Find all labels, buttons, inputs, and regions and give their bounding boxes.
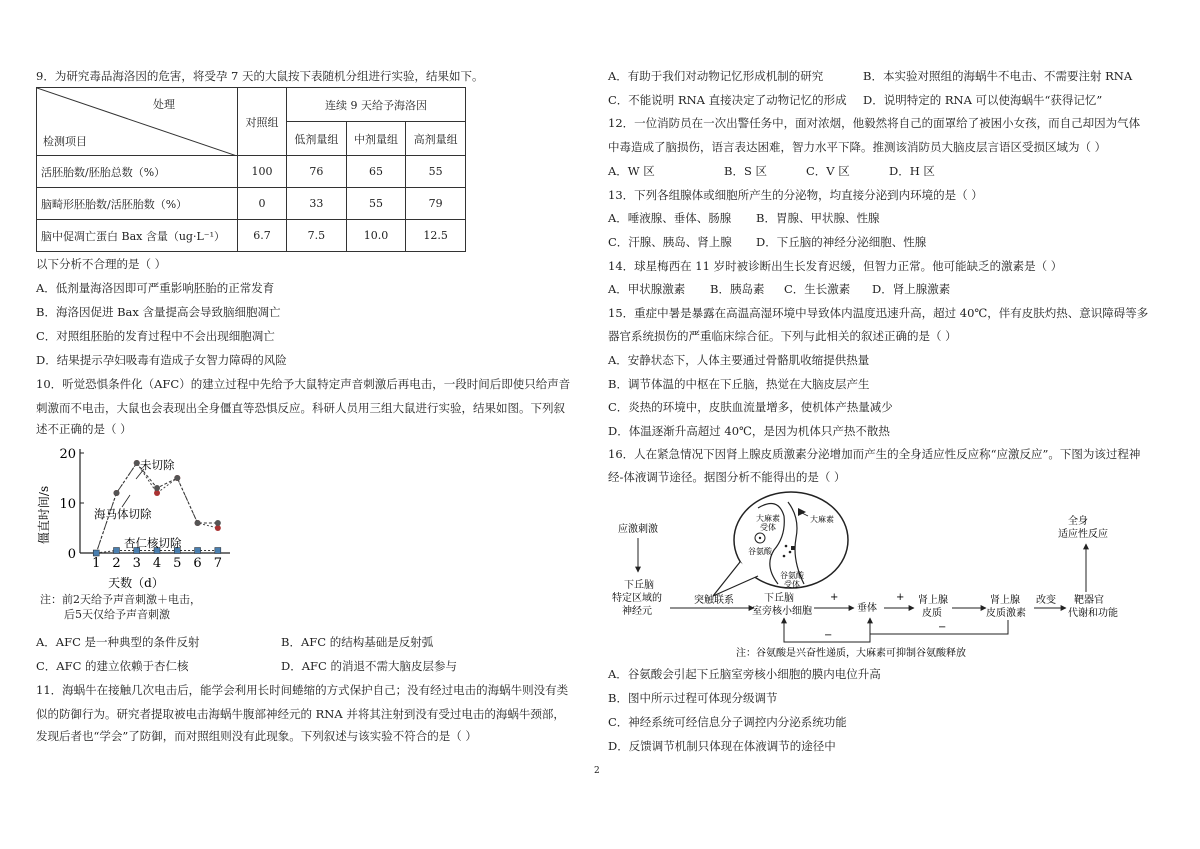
label-glutamate-receptor-2: 受体 [784,580,800,589]
q11-line-2: 似的防御行为。研究者提取被电击海蜗牛腹部神经元的 RNA 并将其注射到没有受过电击的海蜗牛颈部， [36,707,565,721]
q16-option-d: D．反馈调节机制只体现在体液调节的途径中 [608,739,836,753]
page-number: 2 [594,766,600,776]
label-cannabinoid-receptor-2: 受体 [760,523,776,532]
cell: 100 [238,156,287,188]
q9-table [36,87,466,252]
row-label: 活胚胎数/胚胎总数（%） [37,156,238,188]
cell: 0 [238,188,287,220]
q15-option-b: B．调节体温的中枢在下丘脑，热觉在大脑皮层产生 [608,377,870,391]
cell: 10.0 [346,220,406,252]
q10-option-d: D．AFC 的消退不需大脑皮层参与 [281,659,457,673]
series-label-amygdala: 杏仁核切除 [124,536,182,550]
q10-option-c: C．AFC 的建立依赖于杏仁核 [36,659,189,673]
data-point [174,475,180,481]
y-tick-label: 10 [59,497,76,512]
row-label: 脑中促凋亡蛋白 Bax 含量（ug·L⁻¹） [37,220,238,252]
q10-option-b: B．AFC 的结构基础是反射弧 [281,635,434,649]
corner-top-label: 处理 [153,98,175,111]
stress-response-diagram [608,488,1128,663]
q9-question: 以下分析不合理的是（ ） [36,257,167,271]
table-row [37,156,466,188]
control-header: 对照组 [238,88,287,156]
node-target-2: 代谢和功能 [1068,608,1118,619]
sign-minus-2: − [824,630,833,641]
q14-option-c: C．生长激素 [784,282,851,296]
table-row [37,188,466,220]
label-synaptic-connection: 突触联系 [694,595,734,606]
cell: 55 [346,188,406,220]
q15-option-a: A．安静状态下，人体主要通过骨骼肌收缩提供热量 [608,353,870,367]
data-point [215,520,221,526]
node-pvn-1: 下丘脑 [764,593,794,604]
q12-option-b: B．S 区 [724,164,767,178]
q16-option-a: A．谷氨酸会引起下丘脑室旁核小细胞的膜内电位升高 [608,667,881,681]
q14-option-a: A．甲状腺激素 [608,282,686,296]
bubble-pointer [713,562,758,596]
y-tick-label: 0 [67,547,76,562]
y-tick-label: 20 [59,447,76,462]
q12-line-1: 12．一位消防员在一次出警任务中，面对浓烟，他毅然将自己的面罩给了被困小女孩，而自己却因为气体 [608,116,1141,130]
q14-stem: 14．球星梅西在 11 岁时被诊断出生长发育迟缓，但智力正常。他可能缺乏的激素是（ ） [608,259,1063,273]
sign-minus-1: − [938,622,947,633]
data-point [113,490,119,496]
q13-option-d: D．下丘脑的神经分泌细胞、性腺 [756,235,927,249]
q11-line-3: 发现后者也“学会”了防御，而对照组则没有此现象。下列叙述与该实验不符合的是（ ） [36,729,477,743]
table-corner-cell [37,88,238,156]
cell: 65 [346,156,406,188]
q13-option-b: B．胃腺、甲状腺、性腺 [756,211,880,225]
label-glutamate: 谷氨酸 [748,547,772,556]
data-point [134,460,140,466]
series-label-hippocampus: 海马体切除 [94,507,152,521]
q16-line-1: 16．人在紧急情况下因肾上腺皮质激素分泌增加而产生的全身适应性反应称“应激反应”。下图为该过程神 [608,447,1141,461]
node-hypothalamus-3: 神经元 [622,606,652,617]
data-point [195,548,201,554]
q9-option-d: D．结果提示孕妇吸毒有造成子女智力障碍的风险 [36,353,287,367]
subgroup-low: 低剂量组 [287,122,347,156]
table-row [37,220,466,252]
x-tick-label: 3 [132,556,141,571]
subgroup-mid: 中剂量组 [346,122,406,156]
q11-option-a: A．有助于我们对动物记忆形成机制的研究 [608,69,824,83]
node-hypothalamus-2: 特定区域的 [612,593,662,604]
label-leader [122,495,130,507]
data-point [215,548,221,554]
q10-line-2: 刺激而不电击，大鼠也会表现出全身僵直等恐惧反应。科研人员用三组大鼠进行实验，结果如图。下列叙 [36,401,565,415]
label-change: 改变 [1036,595,1056,606]
q10-line-3: 述不正确的是（ ） [36,422,132,436]
x-tick-label: 6 [193,556,202,571]
q15-option-d: D．体温逐渐升高超过 40℃，是因为机体只产热不散热 [608,424,890,438]
label-glutamate-receptor: 谷氨酸 [780,571,804,580]
row-label: 脑畸形胚胎数/活胚胎数（%） [37,188,238,220]
q11-option-d: D．说明特定的 RNA 可以使海蜗牛“获得记忆” [863,93,1103,107]
node-adrenal-2: 皮质 [922,608,942,619]
node-whole-body-1: 全身 [1068,516,1088,527]
node-adrenal-1: 肾上腺 [918,595,948,606]
q15-option-c: C．炎热的环境中，皮肤血流量增多，使机体产热量减少 [608,400,893,414]
node-target-1: 靶器官 [1074,595,1104,606]
node-hormone-2: 皮质激素 [986,608,1026,619]
x-tick-label: 7 [213,556,222,571]
q12-option-a: A．W 区 [608,164,655,178]
data-point [93,550,99,556]
data-point [154,485,160,491]
afc-line-chart [36,443,236,593]
corner-bottom-label: 检测项目 [43,135,87,148]
q9-stem: 9．为研究毒品海洛因的危害，将受孕 7 天的大鼠按下表随机分组进行实验，结果如下。 [36,69,484,83]
cell: 79 [406,188,466,220]
node-hypothalamus-1: 下丘脑 [624,580,654,591]
node-pituitary: 垂体 [857,603,877,614]
cell: 33 [287,188,347,220]
q12-option-c: C．V 区 [806,164,850,178]
q9-option-b: B．海洛因促进 Bax 含量提高会导致脑细胞凋亡 [36,305,281,319]
q12-option-d: D．H 区 [889,164,935,178]
q15-line-1: 15．重症中暑是暴露在高温高湿环境中导致体内温度迅速升高，超过 40℃，伴有皮肤灼热、意识障碍等多 [608,306,1149,320]
data-point [195,520,201,526]
series-label-uncut: 未切除 [140,458,175,472]
q14-option-b: B．胰岛素 [710,282,765,296]
q16-option-c: C．神经系统可经信息分子调控内分泌系统功能 [608,715,847,729]
cell: 76 [287,156,347,188]
node-hormone-1: 肾上腺 [990,595,1020,606]
q16-line-2: 经-体液调节途径。据图分析不能得出的是（ ） [608,470,846,484]
q15-line-2: 器官系统损伤的严重临床综合征。下列与此相关的叙述正确的是（ ） [608,329,957,343]
cell: 12.5 [406,220,466,252]
q11-option-b: B．本实验对照组的海蜗牛不电击、不需要注射 RNA [863,69,1133,83]
x-tick-label: 5 [173,556,182,571]
q14-option-d: D．肾上腺激素 [872,282,951,296]
cell: 7.5 [287,220,347,252]
label-cannabinoid-receptor: 大麻素 [756,514,780,523]
diagram-note: 注：谷氨酸是兴奋性递质，大麻素可抑制谷氨酸释放 [736,648,966,659]
data-point [113,548,119,554]
chart-y-axis-label: 僵直时间/s [37,485,51,545]
q10-line-1: 10．听觉恐惧条件化（AFC）的建立过程中先给予大鼠特定声音刺激后再电击，一段时间后即使只给声音 [36,377,571,391]
node-whole-body-2: 适应性反应 [1058,529,1108,540]
chart-note-2: 后5天仅给予声音刺激 [64,608,170,621]
subgroup-high: 高剂量组 [406,122,466,156]
node-stress-stimulus: 应激刺激 [618,524,658,535]
cell: 55 [406,156,466,188]
x-tick-label: 4 [152,556,162,571]
x-tick-label: 2 [112,556,121,571]
sign-plus-2: + [896,592,905,603]
q9-option-c: C．对照组胚胎的发育过程中不会出现细胞凋亡 [36,329,275,343]
chart-x-axis-label: 天数（d） [108,576,164,590]
q11-line-1: 11．海蜗牛在接触几次电击后，能学会利用长时间蜷缩的方式保护自己；没有经过电击的海蜗牛则没有类 [36,683,569,697]
sign-plus-1: + [830,592,839,603]
q11-option-c: C．不能说明 RNA 直接决定了动物记忆的形成 [608,93,847,107]
x-tick-label: 1 [92,556,101,571]
group-header: 连续 9 天给予海洛因 [287,88,466,122]
cell: 6.7 [238,220,287,252]
q10-option-a: A．AFC 是一种典型的条件反射 [36,635,200,649]
node-pvn-2: 室旁核小细胞 [752,606,812,617]
q13-option-a: A．唾液腺、垂体、肠腺 [608,211,732,225]
chart-note-1: 注：前2天给予声音刺激＋电击， [40,593,201,606]
receptor-icon [791,546,795,550]
q12-line-2: 中毒造成了脑损伤，语言表达困难，智力水平下降。推测该消防员大脑皮层言语区受损区域为（ ） [608,140,1107,154]
q9-option-a: A．低剂量海洛因即可严重影响胚胎的正常发育 [36,281,275,295]
q13-option-c: C．汗腺、胰岛、肾上腺 [608,235,732,249]
label-cannabinoid: 大麻素 [810,515,834,524]
q13-stem: 13．下列各组腺体或细胞所产生的分泌物，均直接分泌到内环境的是（ ） [608,188,983,202]
q16-option-b: B．图中所示过程可体现分级调节 [608,691,778,705]
